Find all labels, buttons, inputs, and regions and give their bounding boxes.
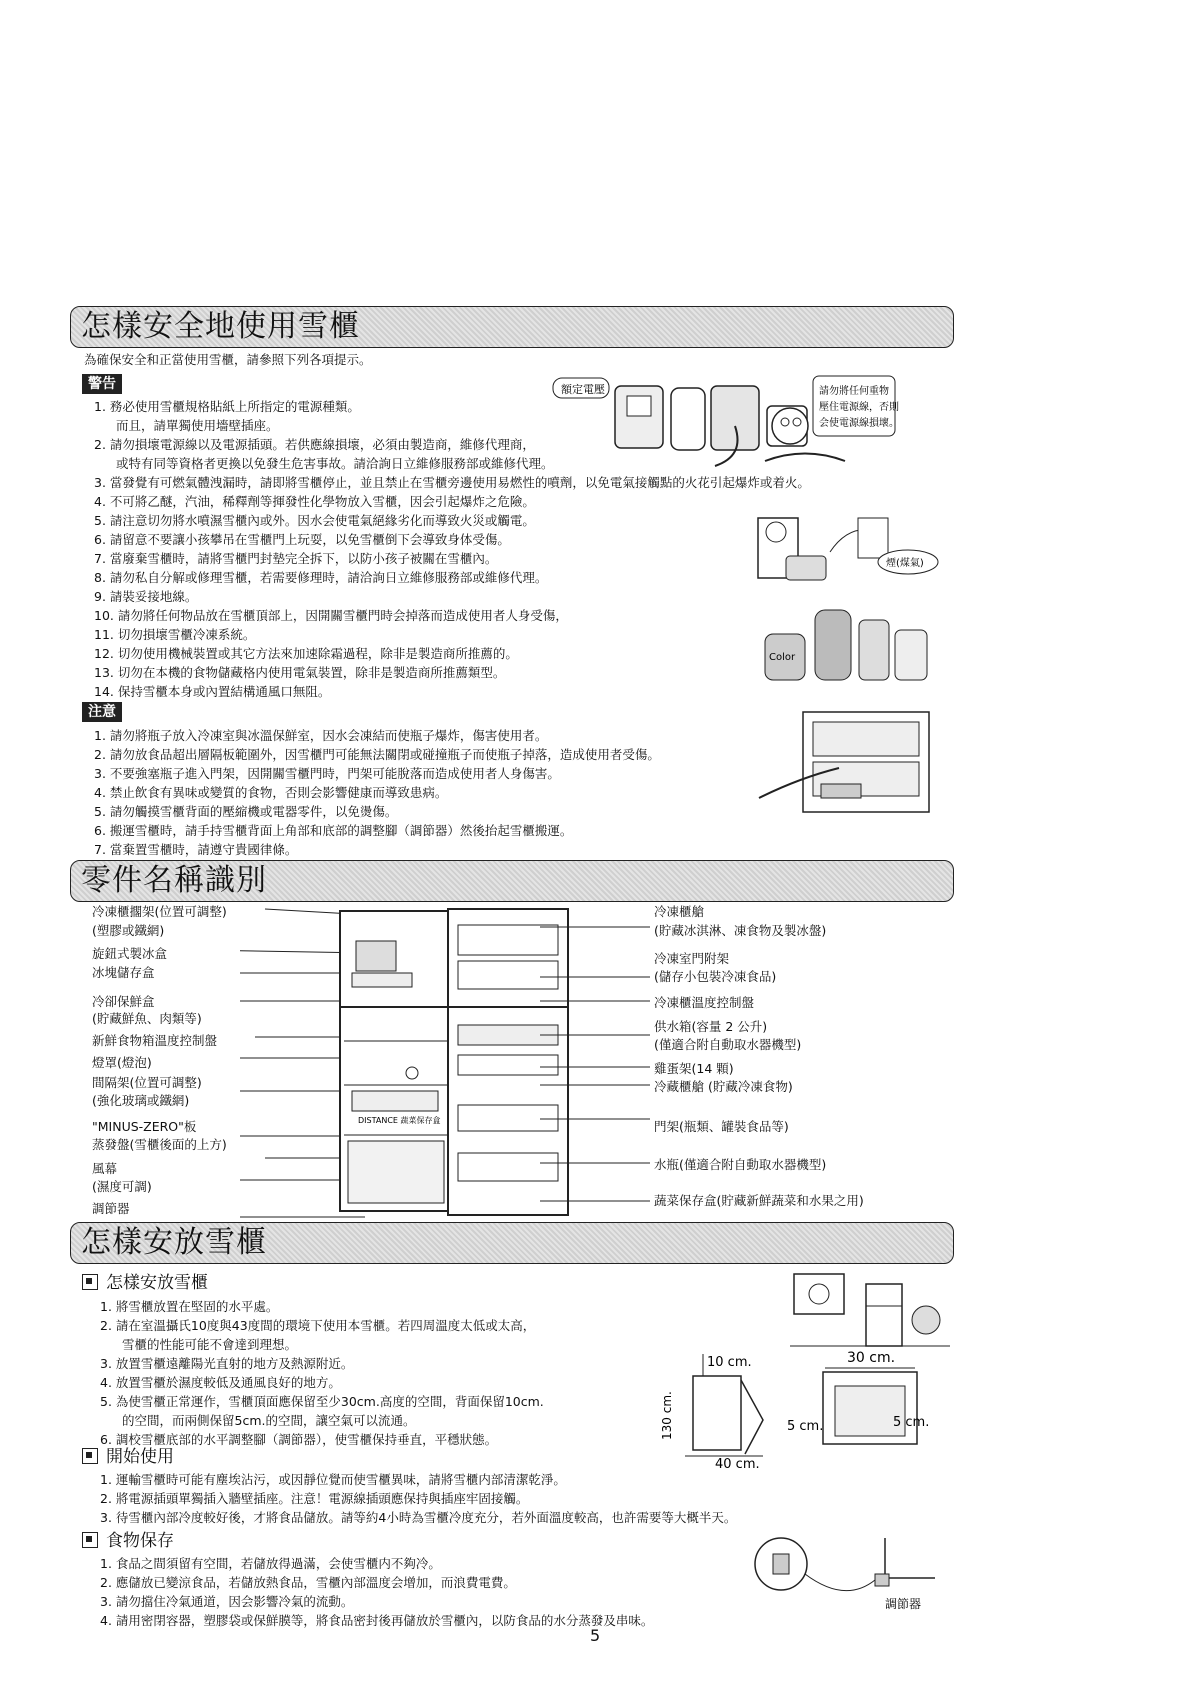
warning-item: 13. 切勿在本機的食物儲藏格内使用電氣裝置，除非是製造商所推薦類型。 <box>94 665 506 680</box>
storage-item: 3. 請勿擋住冷氣通道，因会影響冷氣的流動。 <box>100 1594 354 1609</box>
warning-item: 1. 務必使用雪櫃規格貼紙上所指定的電源種類。 <box>94 399 360 414</box>
caution-item: 2. 請勿放食品超出層隔板範圍外，因雪櫃門可能無法關閉或碰撞瓶子而使瓶子掉落，造成使用者受傷。 <box>94 747 660 762</box>
part-label: 間隔架(位置可調整) <box>92 1075 202 1090</box>
dim-top: 10 cm. <box>707 1355 752 1370</box>
warning-item: 10. 請勿將任何物品放在雪櫃頂部上，因開關雪櫃門時会掉落而造成使用者人身受傷， <box>94 608 568 623</box>
bullet-box-icon <box>82 1532 98 1548</box>
section-title: 怎樣安放雪櫃 <box>81 1225 267 1260</box>
dim-height: 130 cm. <box>660 1391 674 1440</box>
warning-item: 2. 請勿損壞電源線以及電源插頭。若供應線損壞，必須由製造商，維修代理商， <box>94 437 535 452</box>
caution-item: 6. 搬運雪櫃時，請手持雪櫃背面上角部和底部的調整腳（調節器）然後抬起雪櫃搬運。 <box>94 823 573 838</box>
bubble-line-2: 壓住電源線，否則 <box>819 402 899 413</box>
bullet-box-icon <box>82 1448 98 1464</box>
part-label: 冷凍櫃艙 <box>654 904 705 919</box>
warning-item: 11. 切勿損壞雪櫃冷凍系統。 <box>94 627 256 642</box>
bullet-box-icon <box>82 1274 98 1290</box>
subheading-text: 食物保存 <box>106 1531 174 1551</box>
caution-tag: 注意 <box>82 702 122 722</box>
gas-leak-illustration <box>740 512 940 592</box>
shelf-illustration <box>755 706 935 816</box>
caution-item: 1. 請勿將瓶子放入冷凍室與冰溫保鮮室，因水会凍結而使瓶子爆炸，傷害使用者。 <box>94 728 548 743</box>
warning-item: 8. 請勿私自分解或修理雪櫃，若需要修理時，請洽詢日立維修服務部或維修代理。 <box>94 570 548 585</box>
part-label: 蔬菜保存盒(貯藏新鮮蔬菜和水果之用) <box>654 1193 864 1208</box>
warning-item: 6. 請留意不要讓小孩攀吊在雪櫃門上玩耍，以免雪櫃倒下会導致身体受傷。 <box>94 532 510 547</box>
part-label: "MINUS-ZERO"板 <box>92 1119 197 1134</box>
subheading-storage <box>82 1530 174 1552</box>
part-label: 冷卻保鮮盒 <box>92 994 155 1009</box>
intro-text: 為確保安全和正當使用雪櫃，請參照下列各項提示。 <box>84 352 372 367</box>
gas-label: 煙(煤氣) <box>886 558 924 569</box>
part-label: (濕度可調) <box>92 1179 152 1194</box>
section-header-placement <box>70 1222 954 1264</box>
caution-item: 3. 不要強塞瓶子進入門架，因開關雪櫃門時，門架可能脫落而造成使用者人身傷害。 <box>94 766 560 781</box>
placement-item: 4. 放置雪櫃於濕度較低及通風良好的地方。 <box>100 1375 341 1390</box>
warning-item: 9. 請裝妥接地線。 <box>94 589 198 604</box>
warning-item: 或特有同等資格者更換以免發生危害事故。請洽詢日立維修服務部或維修代理。 <box>116 456 554 471</box>
warning-item: 而且，請單獨使用墻壁插座。 <box>116 418 279 433</box>
subheading-text: 開始使用 <box>106 1447 174 1467</box>
placement-item: 雪櫃的性能可能不會達到理想。 <box>122 1337 298 1352</box>
bubble-line-3: 会使電源線損壞。 <box>819 418 899 429</box>
caution-item: 7. 當棄置雪櫃時，請遵守貴國律條。 <box>94 842 298 857</box>
part-label: 冷凍櫃溫度控制盤 <box>654 995 755 1010</box>
part-label: (儲存小包裝冷凍食品) <box>654 969 777 984</box>
part-label: 蒸發盤(雪櫃後面的上方) <box>92 1137 227 1152</box>
chemical-bottles-illustration <box>755 600 935 690</box>
placement-item: 3. 放置雪櫃遠離陽光直射的地方及熱源附近。 <box>100 1356 354 1371</box>
part-label: 冷凍櫃擱架(位置可調整) <box>92 904 227 919</box>
placement-item: 1. 將雪櫃放置在堅固的水平處。 <box>100 1299 279 1314</box>
warning-item: 5. 請注意切勿將水噴濕雪櫃內或外。因水会使電氣絕緣劣化而導致火災或觸電。 <box>94 513 535 528</box>
placement-item: 的空間，而兩側保留5cm.的空間，讓空氣可以流通。 <box>122 1413 416 1428</box>
caution-item: 5. 請勿觸摸雪櫃背面的壓縮機或電器零件，以免燙傷。 <box>94 804 398 819</box>
start-item: 1. 運輸雪櫃時可能有塵埃沾污，或因靜位覺而使雪櫃異味，請將雪櫃内部清潔乾淨。 <box>100 1472 566 1487</box>
storage-item: 1. 食品之間須留有空間，若儲放得過滿，会使雪櫃内不夠冷。 <box>100 1556 441 1571</box>
part-label: 門架(瓶類、罐裝食品等) <box>654 1119 789 1134</box>
part-label: (貯藏冰淇淋、凍食物及製冰盤) <box>654 923 827 938</box>
dim-side-right: 5 cm. <box>893 1415 930 1430</box>
warning-item: 4. 不可將乙醚，汽油，稀釋劑等揮發性化學物放入雪櫃，因会引起爆炸之危險。 <box>94 494 535 509</box>
power-cord-illustration <box>545 366 945 476</box>
color-can-label: Color <box>769 652 796 663</box>
part-label: 冷藏櫃艙 (貯藏冷凍食物) <box>654 1079 793 1094</box>
adjuster-label: 調節器 <box>885 1597 922 1611</box>
part-label: 冷凍室門附架 <box>654 951 730 966</box>
placement-item: 5. 為使雪櫃正常運作，雪櫃頂面應保留至少30cm.高度的空間，背面保留10cm. <box>100 1394 544 1409</box>
part-label: (僅適合附自動取水器機型) <box>654 1037 802 1052</box>
placement-item: 6. 調校雪櫃底部的水平調整腳（調節器），使雪櫃保持垂直，平穩狀態。 <box>100 1432 498 1447</box>
part-label: 旋鈕式製冰盒 <box>92 946 168 961</box>
warning-item: 14. 保持雪櫃本身或內置結構通風口無阻。 <box>94 684 331 699</box>
dim-side-left: 5 cm. <box>787 1419 824 1434</box>
warning-item: 12. 切勿使用機械裝置或其它方法來加速除霜過程，除非是製造商所推薦的。 <box>94 646 518 661</box>
part-label: 供水箱(容量 2 公升) <box>654 1019 768 1034</box>
adjuster-illustration <box>735 1534 955 1614</box>
part-label: (強化玻璃或鐵網) <box>92 1093 190 1108</box>
part-label: 水瓶(僅適合附自動取水器機型) <box>654 1157 827 1172</box>
part-label: (貯藏鮮魚、肉類等) <box>92 1011 202 1026</box>
part-label: 雞蛋架(14 顆) <box>654 1061 734 1076</box>
section-title: 怎樣安全地使用雪櫃 <box>81 309 360 344</box>
section-title: 零件名稱識別 <box>81 863 267 898</box>
section-header-parts <box>70 860 954 902</box>
bubble-line-1: 請勿將任何重物 <box>819 386 889 397</box>
storage-item: 2. 應儲放已變涼食品，若儲放熱食品，雪櫃內部溫度会增加，而浪費電費。 <box>100 1575 516 1590</box>
clearance-diagram <box>655 1350 945 1470</box>
fridge-diagram <box>240 905 660 1225</box>
subheading-text: 怎樣安放雪櫃 <box>106 1273 208 1293</box>
warning-tag: 警告 <box>82 374 122 394</box>
subheading-placement <box>82 1272 208 1294</box>
heat-source-illustration <box>790 1270 950 1350</box>
part-label: 冰塊儲存盒 <box>92 965 155 980</box>
panel-label: DISTANCE 蔬菜保存盒 <box>358 1116 441 1125</box>
part-label: (塑膠或鐵網) <box>92 923 165 938</box>
start-item: 3. 待雪櫃內部冷度較好後，才將食品儲放。請等約4小時為雪櫃冷度充分，若外面溫度較高，也許需要等大概半天。 <box>100 1510 737 1525</box>
storage-item: 4. 請用密閉容器，塑膠袋或保鮮膜等，將食品密封後再儲放於雪櫃內，以防食品的水分蒸發及串味。 <box>100 1613 654 1628</box>
warning-item: 7. 當廢棄雪櫃時，請將雪櫃門封墊完全拆下，以防小孩子被關在雪櫃內。 <box>94 551 498 566</box>
placement-item: 2. 請在室溫攝氏10度與43度間的環境下使用本雪櫃。若四周溫度太低或太高， <box>100 1318 536 1333</box>
dim-clearance: 30 cm. <box>847 1350 896 1366</box>
warning-item: 3. 當發覺有可燃氣體洩漏時，請即將雪櫃停止，並且禁止在雪櫃旁邊使用易燃性的噴劑，以免電氣接觸點的火花引起爆炸或着火。 <box>94 475 810 490</box>
part-label: 燈罩(燈泡) <box>92 1055 152 1070</box>
start-item: 2. 將電源插頭單獨插入牆壁插座。注意！電源線插頭應保持與插座牢固接觸。 <box>100 1491 529 1506</box>
rated-voltage-label: 額定電壓 <box>561 383 605 396</box>
page-number: 5 <box>590 1626 601 1645</box>
part-label: 風幕 <box>92 1161 118 1176</box>
part-label: 調節器 <box>92 1201 130 1216</box>
caution-item: 4. 禁止飲食有異味或變質的食物，否則会影響健康而導致患病。 <box>94 785 448 800</box>
dim-depth: 40 cm. <box>715 1457 760 1470</box>
part-label: 新鮮食物箱溫度控制盤 <box>92 1033 218 1048</box>
section-header-safety <box>70 306 954 348</box>
subheading-start <box>82 1446 174 1468</box>
